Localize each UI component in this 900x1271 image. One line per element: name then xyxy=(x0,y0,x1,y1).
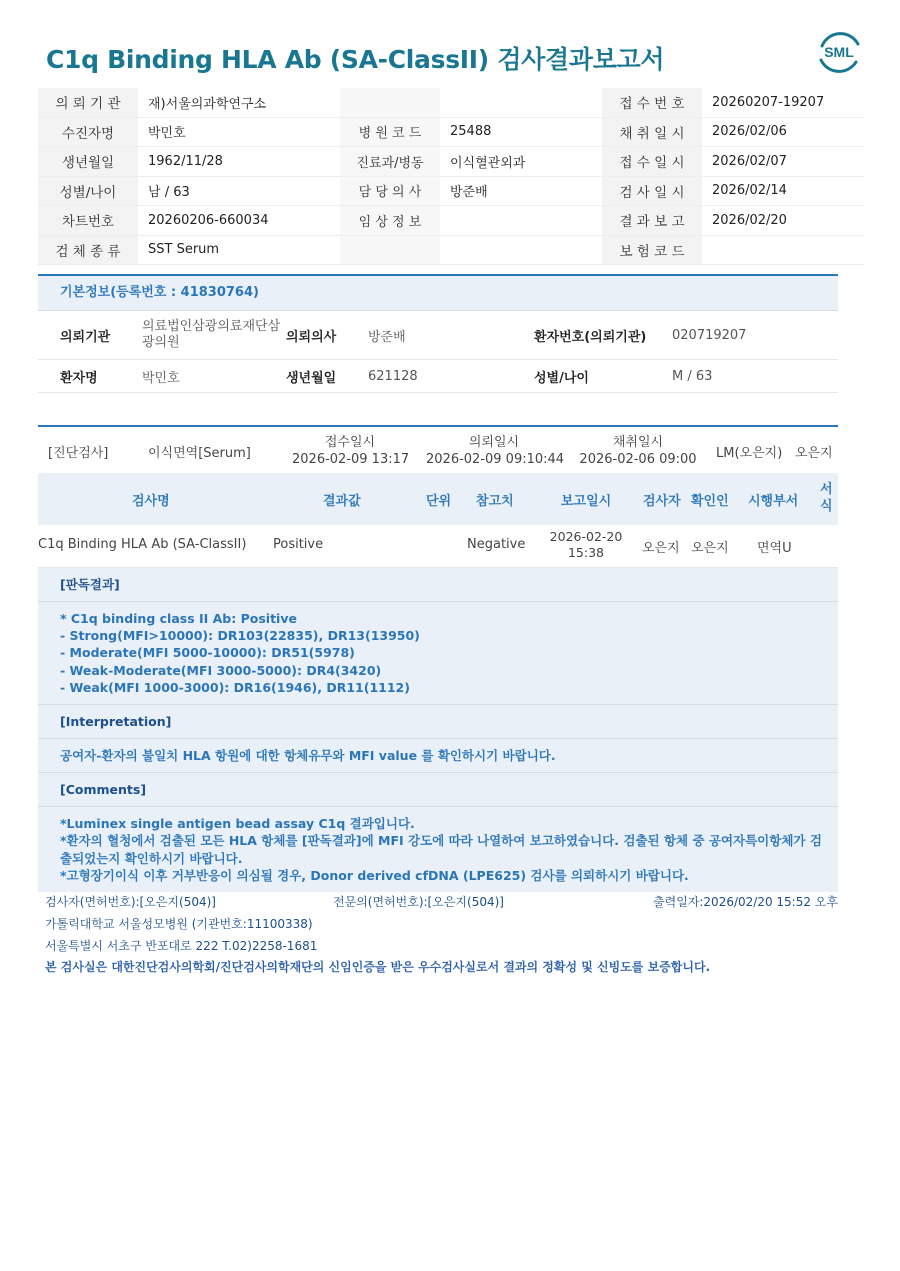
doctor-label: 의뢰의사 xyxy=(286,329,337,345)
header-value: 방준배 xyxy=(440,176,602,206)
header-label: 결 과 보 고 xyxy=(602,206,702,236)
header-value: 1962/11/28 xyxy=(138,147,340,177)
header-value: 남 / 63 xyxy=(138,176,340,206)
header-row xyxy=(38,176,864,206)
sex-value: M / 63 xyxy=(672,368,713,384)
birth-label: 생년월일 xyxy=(286,370,337,386)
col-ref: 참고치 xyxy=(476,494,514,509)
header-label: 담 당 의 사 xyxy=(340,176,440,206)
judgment-heading: [판독결과] xyxy=(38,568,838,602)
header-value: 재)서울의과학연구소 xyxy=(138,88,340,117)
test-specimen: 이식면역[Serum] xyxy=(148,446,251,461)
header-label: 보 험 코 드 xyxy=(602,235,702,265)
header-label: 수진자명 xyxy=(38,117,138,147)
sex-label: 성별/나이 xyxy=(534,370,589,386)
header-row xyxy=(38,206,864,236)
comment-line: *고형장기이식 이후 거부반응이 의심될 경우, Donor derived cfDNA (LPE625) 검사를 의뢰하시기 바랍니다. xyxy=(60,867,689,883)
result-tester: 오은지 xyxy=(642,541,680,556)
col-code: 서식 xyxy=(820,482,833,514)
header-row xyxy=(38,117,864,147)
test-section xyxy=(38,425,838,892)
header-value xyxy=(440,235,602,265)
header-label: 병 원 코 드 xyxy=(340,117,440,147)
institution-value: 의료법인삼광의료재단삼광의원 xyxy=(142,319,281,350)
printed-date: 출력일자:2026/02/20 15:52 오후 xyxy=(653,895,838,909)
judgment-body xyxy=(38,602,838,705)
header-label: 의 뢰 기 관 xyxy=(38,88,138,117)
col-dept: 시행부서 xyxy=(748,494,799,509)
header-value: 박민호 xyxy=(138,117,340,147)
header-label xyxy=(340,88,440,117)
header-label: 검 체 종 류 xyxy=(38,235,138,265)
basic-info-row xyxy=(38,311,838,360)
col-result: 결과값 xyxy=(323,494,361,509)
sml-logo xyxy=(814,28,864,76)
header-value: 20260207-19207 xyxy=(702,88,864,117)
tester-name: 오은지 xyxy=(795,446,833,461)
judgment-line: - Moderate(MFI 5000-10000): DR51(5978) xyxy=(60,645,355,661)
header-value xyxy=(440,88,602,117)
name-label: 환자명 xyxy=(60,370,98,386)
header-label: 검 사 일 시 xyxy=(602,176,702,206)
header-label: 임 상 정 보 xyxy=(340,206,440,236)
doctor-value: 방준배 xyxy=(368,329,406,345)
birth-value: 621128 xyxy=(368,368,418,384)
col-confirm: 확인인 xyxy=(691,494,729,509)
result-report-datetime: 2026-02-20 15:38 xyxy=(549,529,623,560)
header-value: 20260206-660034 xyxy=(138,206,340,236)
header-label: 접 수 일 시 xyxy=(602,147,702,177)
header-info-table xyxy=(38,88,864,265)
header-label: 진료과/병동 xyxy=(340,147,440,177)
header-value: 이식혈관외과 xyxy=(440,147,602,177)
header-row xyxy=(38,88,864,117)
header-value: 2026/02/14 xyxy=(702,176,864,206)
logo-text: SML xyxy=(824,44,854,60)
header-value: 2026/02/07 xyxy=(702,147,864,177)
header-row xyxy=(38,147,864,177)
requested-datetime: 의뢰일시 2026-02-09 09:10:44 xyxy=(426,435,565,467)
institution-label: 의뢰기관 xyxy=(60,329,111,345)
judgment-line: - Strong(MFI>10000): DR103(22835), DR13(13950) xyxy=(60,628,420,644)
test-info-bar xyxy=(38,427,838,473)
result-row xyxy=(38,525,838,568)
result-table-header xyxy=(38,473,838,525)
examiner-text: 검사자(면허번호):[오은지(504)] xyxy=(45,895,216,909)
basic-info-heading: 기본정보(등록번호 : 41830764) xyxy=(38,276,838,311)
patient-no-label: 환자번호(의뢰기관) xyxy=(534,329,647,345)
comment-line: *환자의 혈청에서 검출된 모든 HLA 항체를 [판독결과]에 MFI 강도에 따라 나열하여 보고하였습니다. 검출된 항체 중 공여자특이항체가 검출되었는지 확인하시기 바랍니다. xyxy=(60,833,822,866)
header-value xyxy=(702,235,864,265)
result-dept: 면역U xyxy=(757,541,792,556)
col-tester: 검사자 xyxy=(643,494,681,509)
collected-datetime: 채취일시 2026-02-06 09:00 xyxy=(579,435,697,467)
name-value: 박민호 xyxy=(142,370,180,386)
interpretation-heading: [Interpretation] xyxy=(38,705,838,739)
header-value xyxy=(440,206,602,236)
header-label: 성별/나이 xyxy=(38,176,138,206)
report-title: C1q Binding HLA Ab (SA-ClassII) 검사결과보고서 xyxy=(46,45,665,74)
interpretation-body xyxy=(38,739,838,773)
header-label: 차트번호 xyxy=(38,206,138,236)
header-value: 2026/02/20 xyxy=(702,206,864,236)
basic-info-panel xyxy=(38,274,838,393)
col-name: 검사명 xyxy=(132,494,170,509)
header-value: 2026/02/06 xyxy=(702,117,864,147)
judgment-line: * C1q binding class II Ab: Positive xyxy=(60,611,297,626)
test-category: [진단검사] xyxy=(48,446,109,461)
comments-heading: [Comments] xyxy=(38,773,838,807)
result-test-name: C1q Binding HLA Ab (SA-ClassII) xyxy=(38,537,247,552)
header-row xyxy=(38,235,864,265)
result-ref: Negative xyxy=(467,537,526,552)
address-text: 서울특별시 서초구 반포대로 222 T.02)2258-1681 xyxy=(45,939,318,953)
header-label: 생년월일 xyxy=(38,147,138,177)
header-label: 접 수 번 호 xyxy=(602,88,702,117)
comment-line: *Luminex single antigen bead assay C1q 결과입니다. xyxy=(60,816,415,832)
judgment-line: - Weak-Moderate(MFI 3000-5000): DR4(3420) xyxy=(60,662,382,678)
hospital-text: 가톨릭대학교 서울성모병원 (기관번호:11100338) xyxy=(45,917,313,931)
col-report: 보고일시 xyxy=(561,494,612,509)
comments-body xyxy=(38,807,838,892)
basic-info-row xyxy=(38,360,838,393)
certification-text: 본 검사실은 대한진단검사의학회/진단검사의학재단의 신임인증을 받은 우수검사실로서 결과의 정확성 및 신빙도를 보증합니다. xyxy=(45,960,711,974)
tester-lm: LM(오은지) xyxy=(716,446,783,461)
received-datetime: 접수일시 2026-02-09 13:17 xyxy=(292,435,410,467)
specialist-text: 전문의(면허번호):[오은지(504)] xyxy=(333,895,504,909)
header-label: 채 취 일 시 xyxy=(602,117,702,147)
header-value: 25488 xyxy=(440,117,602,147)
header-label xyxy=(340,235,440,265)
result-confirm: 오은지 xyxy=(691,541,729,556)
judgment-line: - Weak(MFI 1000-3000): DR16(1946), DR11(1112) xyxy=(60,679,410,695)
result-value: Positive xyxy=(273,537,324,552)
interpretation-text: 공여자-환자의 불일치 HLA 항원에 대한 항체유무와 MFI value 를 확인하시기 바랍니다. xyxy=(60,748,556,764)
col-unit: 단위 xyxy=(426,494,452,509)
patient-no-value: 020719207 xyxy=(672,327,747,343)
header-value: SST Serum xyxy=(138,235,340,265)
